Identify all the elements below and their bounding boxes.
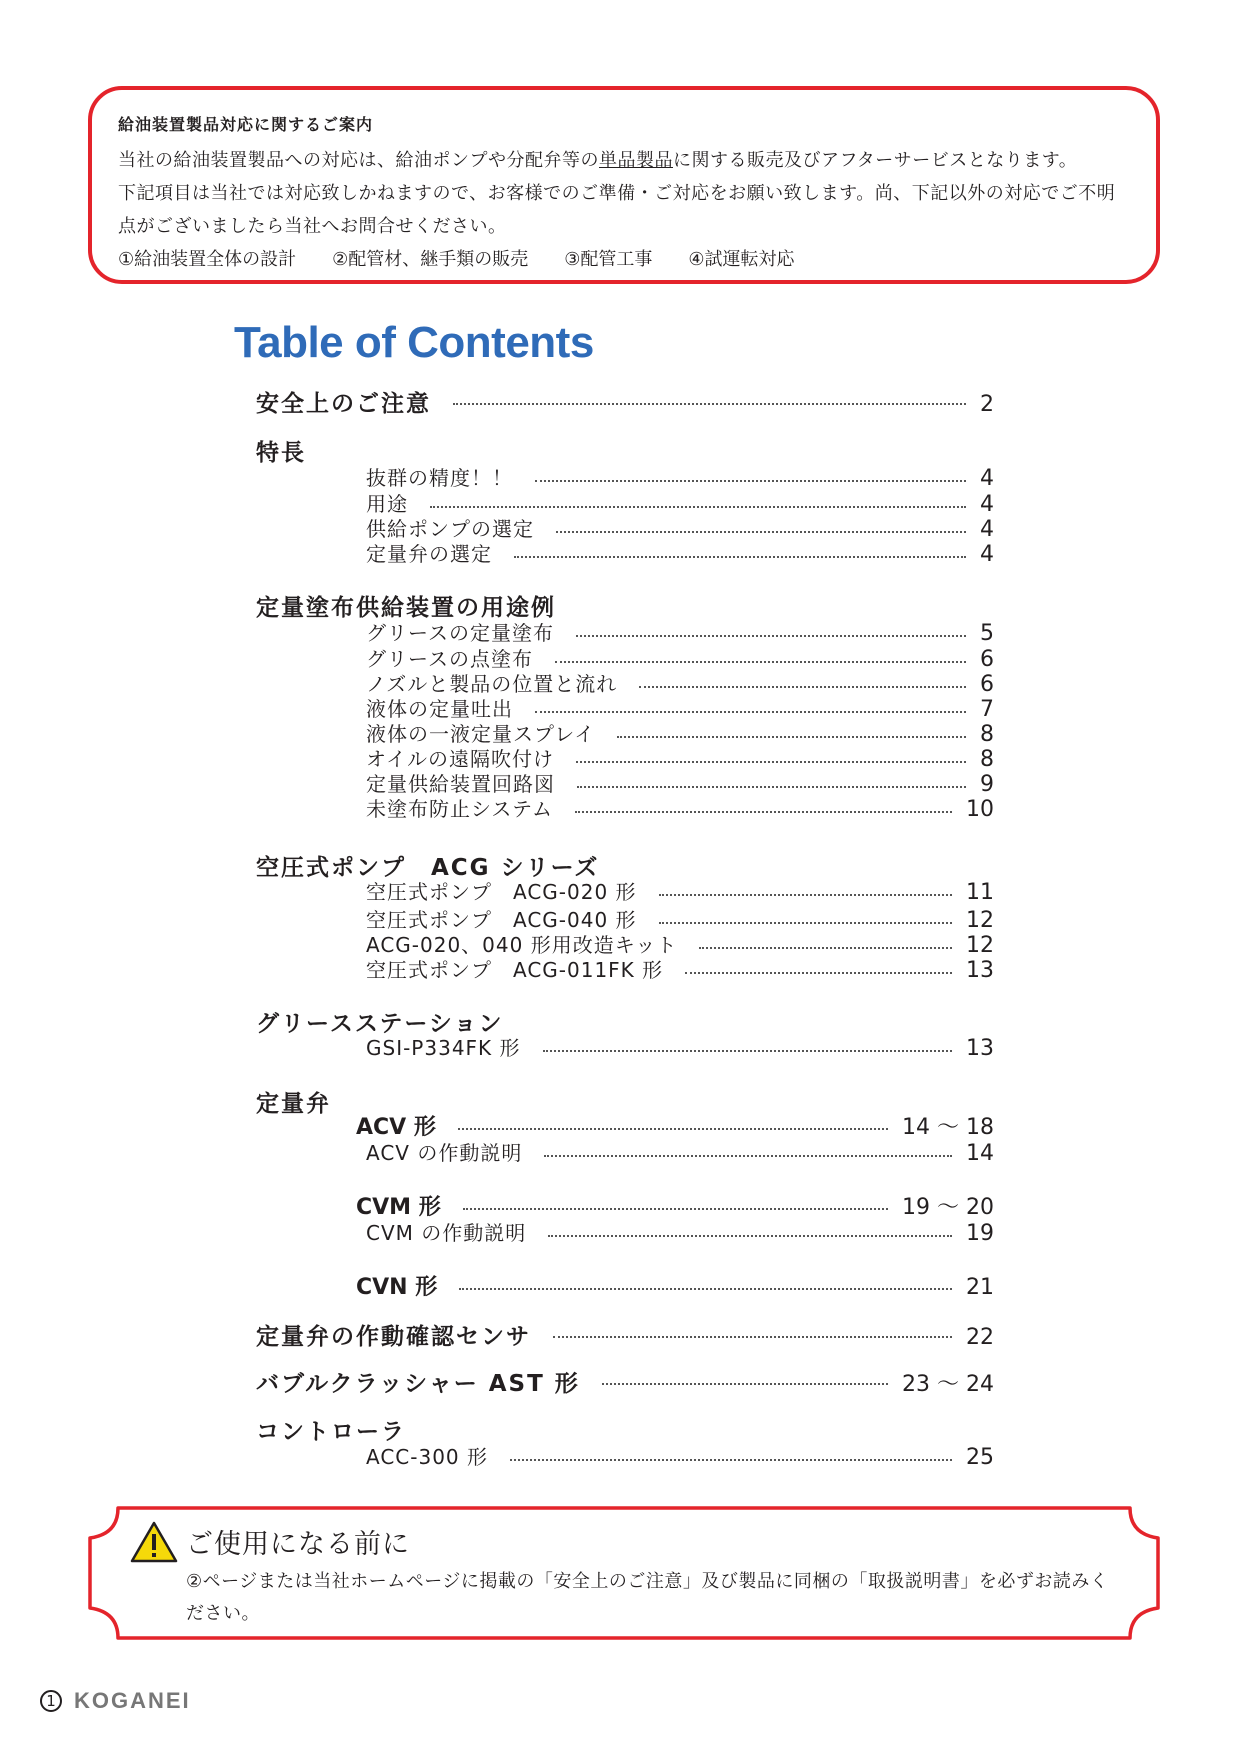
toc-entry[interactable] <box>366 793 994 823</box>
toc-entry-label: ACV の作動説明 <box>366 1141 523 1165</box>
toc-entry-label: 定量弁の選定 <box>366 542 492 566</box>
toc-entry-label: グリースの点塗布 <box>366 647 533 671</box>
notice-items <box>118 243 1156 276</box>
toc-entry[interactable] <box>366 1441 994 1471</box>
toc-entry-label: バブルクラッシャー AST 形 <box>256 1371 580 1397</box>
dot-leader <box>535 711 966 713</box>
dot-leader <box>575 811 952 813</box>
page-number: 1 <box>40 1690 62 1712</box>
toc-page-number: 4 <box>980 492 994 517</box>
toc-entry-bubble-crusher[interactable] <box>256 1365 994 1395</box>
toc-entry-acv[interactable] <box>356 1110 994 1140</box>
dot-leader <box>510 1459 952 1461</box>
toc-entry-cvm[interactable] <box>356 1190 994 1220</box>
dot-leader <box>617 736 966 738</box>
toc-page-number: 12 <box>966 908 994 933</box>
dot-leader <box>463 1208 888 1210</box>
toc-page-number: 19 <box>966 1221 994 1246</box>
toc-entry-label: CVM 形 <box>356 1195 441 1220</box>
toc-page-number: 5 <box>980 621 994 646</box>
warning-icon <box>130 1520 178 1564</box>
toc-entry-label: 定量弁の作動確認センサ <box>256 1324 531 1350</box>
dot-leader <box>577 786 966 788</box>
toc-entry-label: 未塗布防止システム <box>366 797 553 821</box>
notice-box <box>88 86 1160 284</box>
toc-entry-label: グリースの定量塗布 <box>366 621 554 645</box>
notice-line-1 <box>118 144 1156 177</box>
toc-entry-label: 空圧式ポンプ ACG-011FK 形 <box>366 958 664 982</box>
toc-entry-label: ACG-020、040 形用改造キット <box>366 933 678 957</box>
dot-leader <box>699 947 952 949</box>
toc-page-number: 6 <box>980 672 994 697</box>
toc-page-number: 12 <box>966 933 994 958</box>
toc-entry-label: 用途 <box>366 492 408 516</box>
toc-heading-controller: コントローラ <box>256 1419 406 1445</box>
toc-entry-label: CVN 形 <box>356 1275 438 1300</box>
toc-entry-cvn[interactable] <box>356 1270 994 1300</box>
toc-page-number: 10 <box>966 797 994 822</box>
toc-page-number: 2 <box>980 392 994 417</box>
notice-line-2: 下記項目は当社では対応致しかねますので、お客様でのご準備・ご対応をお願い致します。尚、下記以外の対応でご不明 <box>118 183 1116 204</box>
toc-entry[interactable] <box>366 1032 994 1062</box>
dot-leader <box>548 1235 952 1237</box>
toc-page-number: 14 <box>966 1141 994 1166</box>
notice-item: ①給油装置全体の設計 <box>118 249 297 270</box>
dot-leader <box>576 635 966 637</box>
dot-leader <box>553 1336 952 1338</box>
toc-entry[interactable] <box>366 1217 994 1247</box>
dot-leader <box>659 894 952 896</box>
toc-page-number: 4 <box>980 466 994 491</box>
toc-entry-label: オイルの遠隔吹付け <box>366 747 554 771</box>
toc-entry-label: 定量供給装置回路図 <box>366 772 555 796</box>
notice-line-3: 点がございましたら当社へお問合せください。 <box>118 216 507 237</box>
toc-page-number: 23 ～ 24 <box>902 1372 994 1397</box>
notice-item: ④試運転対応 <box>688 249 795 270</box>
toc-page-number: 11 <box>966 880 994 905</box>
toc-page-number: 19 ～ 20 <box>902 1195 994 1220</box>
notice-item: ②配管材、継手類の販売 <box>332 249 529 270</box>
toc-heading-features: 特長 <box>256 440 306 466</box>
dot-leader <box>544 1155 952 1157</box>
brand-logo: KOGANEI <box>74 1688 191 1713</box>
toc-entry-label: ノズルと製品の位置と流れ <box>366 672 618 696</box>
caution-box <box>88 1506 1160 1640</box>
caution-title: ご使用になる前に <box>186 1529 410 1560</box>
toc-page-number: 7 <box>980 697 994 722</box>
notice-line-1-post: に関する販売及びアフターサービスとなります。 <box>673 150 1078 171</box>
toc-entry-label: 空圧式ポンプ ACG-040 形 <box>366 908 637 932</box>
dot-leader <box>576 761 966 763</box>
toc-page-number: 13 <box>966 958 994 983</box>
notice-underlined-text: 単品製品 <box>599 150 673 171</box>
dot-leader <box>458 1128 888 1130</box>
toc-entry-label: 空圧式ポンプ ACG-020 形 <box>366 880 637 904</box>
toc-entry[interactable] <box>366 954 994 984</box>
toc-entry[interactable] <box>366 876 994 906</box>
caution-body: ②ページまたは当社ホームページに掲載の「安全上のご注意」及び製品に同梱の「取扱説明書」を必ずお読みください。 <box>186 1571 1109 1624</box>
toc-page-number: 13 <box>966 1036 994 1061</box>
toc-page-number: 22 <box>966 1325 994 1350</box>
dot-leader <box>453 403 966 405</box>
dot-leader <box>555 661 966 663</box>
toc-entry-label: 液体の定量吐出 <box>366 697 513 721</box>
dot-leader <box>556 531 966 533</box>
dot-leader <box>535 480 966 482</box>
toc-page-number: 8 <box>980 722 994 747</box>
toc-heading-valves: 定量弁 <box>256 1091 331 1117</box>
toc-heading-station: グリースステーション <box>256 1011 504 1037</box>
toc-entry-label: 抜群の精度！！ <box>366 466 513 490</box>
dot-leader <box>659 922 952 924</box>
notice-item: ③配管工事 <box>564 249 653 270</box>
page-title: Table of Contents <box>234 318 594 367</box>
toc-page-number: 9 <box>980 772 994 797</box>
dot-leader <box>602 1383 888 1385</box>
toc-page-number: 8 <box>980 747 994 772</box>
dot-leader <box>514 556 966 558</box>
toc-entry-label: GSI-P334FK 形 <box>366 1036 521 1060</box>
notice-line-1-pre: 当社の給油装置製品への対応は、給油ポンプや分配弁等の <box>118 150 599 171</box>
dot-leader <box>639 686 966 688</box>
dot-leader <box>430 506 966 508</box>
toc-entry-sensor[interactable] <box>256 1318 994 1348</box>
toc-entry[interactable] <box>366 538 994 568</box>
toc-entry-label: CVM の作動説明 <box>366 1221 527 1245</box>
toc-page-number: 14 ～ 18 <box>902 1115 994 1140</box>
dot-leader <box>459 1288 952 1290</box>
notice-title: 給油装置製品対応に関するご案内 <box>118 115 374 134</box>
toc-page-number: 25 <box>966 1445 994 1470</box>
toc-entry-label: 液体の一液定量スプレイ <box>366 722 596 746</box>
dot-leader <box>685 972 952 974</box>
toc-heading-examples: 定量塗布供給装置の用途例 <box>256 595 556 621</box>
toc-entry-label: ACV 形 <box>356 1115 436 1140</box>
toc-page-number: 21 <box>966 1275 994 1300</box>
footer <box>40 1688 191 1714</box>
toc-heading-acg: 空圧式ポンプ ACG シリーズ <box>256 855 600 881</box>
toc-entry-label: 供給ポンプの選定 <box>366 517 534 541</box>
toc-entry-safety[interactable] <box>256 385 994 415</box>
toc-page-number: 4 <box>980 517 994 542</box>
toc-page-number: 6 <box>980 647 994 672</box>
toc-page-number: 4 <box>980 542 994 567</box>
toc-entry-label: 安全上のご注意 <box>256 391 431 417</box>
dot-leader <box>543 1050 952 1052</box>
toc-entry-label: ACC-300 形 <box>366 1445 489 1469</box>
toc-entry[interactable] <box>366 1137 994 1167</box>
